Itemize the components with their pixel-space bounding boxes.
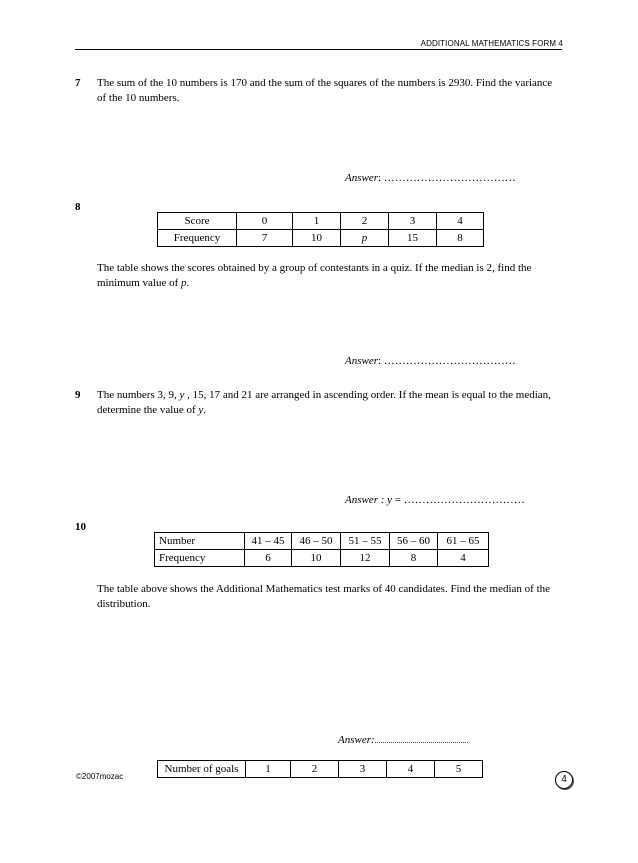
table-cell: 8 (390, 550, 438, 567)
table-cell: 3 (339, 761, 387, 778)
table-cell: 7 (237, 230, 293, 247)
q9-text-variable-2: y (198, 403, 204, 416)
table-cell: Frequency (155, 550, 245, 567)
q8-text-main: The table shows the scores obtained by a group of contestants in a quiz. If the median is 2, find the minimum value of (97, 262, 532, 289)
q8-text (97, 261, 557, 290)
table-cell: Number of goals (158, 761, 246, 778)
table-cell: 4 (438, 550, 489, 567)
q10-answer (338, 734, 469, 746)
header-title: ADDITIONAL MATHEMATICS FORM 4 (420, 39, 563, 48)
table-cell: 41 – 45 (245, 533, 292, 550)
q10-text: The table above shows the Additional Mathematics test marks of 40 candidates. Find the median of the distribution. (97, 583, 551, 610)
table-cell: Frequency (158, 230, 237, 247)
q8-text-variable: p (181, 276, 187, 289)
table-cell: 6 (245, 550, 292, 567)
table-cell: 46 – 50 (292, 533, 341, 550)
table-cell: Number (155, 533, 245, 550)
q10-marks-table (154, 532, 489, 567)
table-cell: Score (158, 213, 237, 230)
q9-answer (345, 494, 525, 506)
q8-text-end: . (186, 276, 190, 289)
q7-answer-label: Answer (345, 172, 378, 184)
q9-text-a: The numbers 3, 9, (97, 389, 180, 401)
table-row (158, 761, 483, 778)
q9-text-variable: y (179, 389, 185, 401)
q9-text-b: , 15, 17 and 21 are arranged in ascending order. If the mean is equal to the median, determine the value of (97, 389, 551, 416)
table-cell: 15 (389, 230, 437, 247)
table-cell: 1 (293, 213, 341, 230)
q9-text-end: . (203, 403, 207, 416)
q9-answer-line: = …………………………… (392, 494, 525, 506)
table-cell: 5 (435, 761, 483, 778)
table-cell: 2 (341, 213, 389, 230)
table-cell: 3 (389, 213, 437, 230)
table-cell: 1 (246, 761, 291, 778)
q9-number: 9 (75, 389, 81, 401)
table-row (158, 230, 484, 247)
q8-answer-label: Answer (345, 355, 378, 367)
table-cell: 61 – 65 (438, 533, 489, 550)
q8-number: 8 (75, 201, 81, 213)
q8-answer (345, 355, 516, 367)
copyright-text: ©2007mozac (76, 772, 124, 781)
goals-table (157, 760, 483, 778)
table-cell: 56 – 60 (390, 533, 438, 550)
table-cell: 4 (437, 213, 484, 230)
q7-text: The sum of the 10 numbers is 170 and the sum of the squares of the numbers is 2930. Find the variance of the 10 numbers. (97, 77, 553, 104)
q10-answer-line: ............................................... (374, 736, 469, 745)
table-cell: 12 (341, 550, 390, 567)
table-cell: 2 (291, 761, 339, 778)
table-row (155, 550, 489, 567)
table-cell: 0 (237, 213, 293, 230)
table-cell: 8 (437, 230, 484, 247)
table-cell: 51 – 55 (341, 533, 390, 550)
q8-score-table (157, 212, 484, 247)
q7-answer (345, 172, 516, 184)
q8-answer-line: : ……………………………… (378, 355, 516, 367)
q9-answer-label: Answer : y (345, 494, 393, 506)
page-number: 4 (555, 771, 573, 789)
q7-number: 7 (75, 77, 81, 89)
header-rule (75, 49, 562, 50)
table-row (155, 533, 489, 550)
q10-answer-label: Answer: (338, 734, 375, 746)
table-cell: 10 (292, 550, 341, 567)
table-row (158, 213, 484, 230)
table-cell: 10 (293, 230, 341, 247)
q7-answer-line: : ……………………………… (378, 172, 516, 184)
table-cell: p (341, 230, 389, 247)
table-cell: 4 (387, 761, 435, 778)
q9-text (97, 388, 557, 417)
q10-number: 10 (75, 521, 86, 533)
